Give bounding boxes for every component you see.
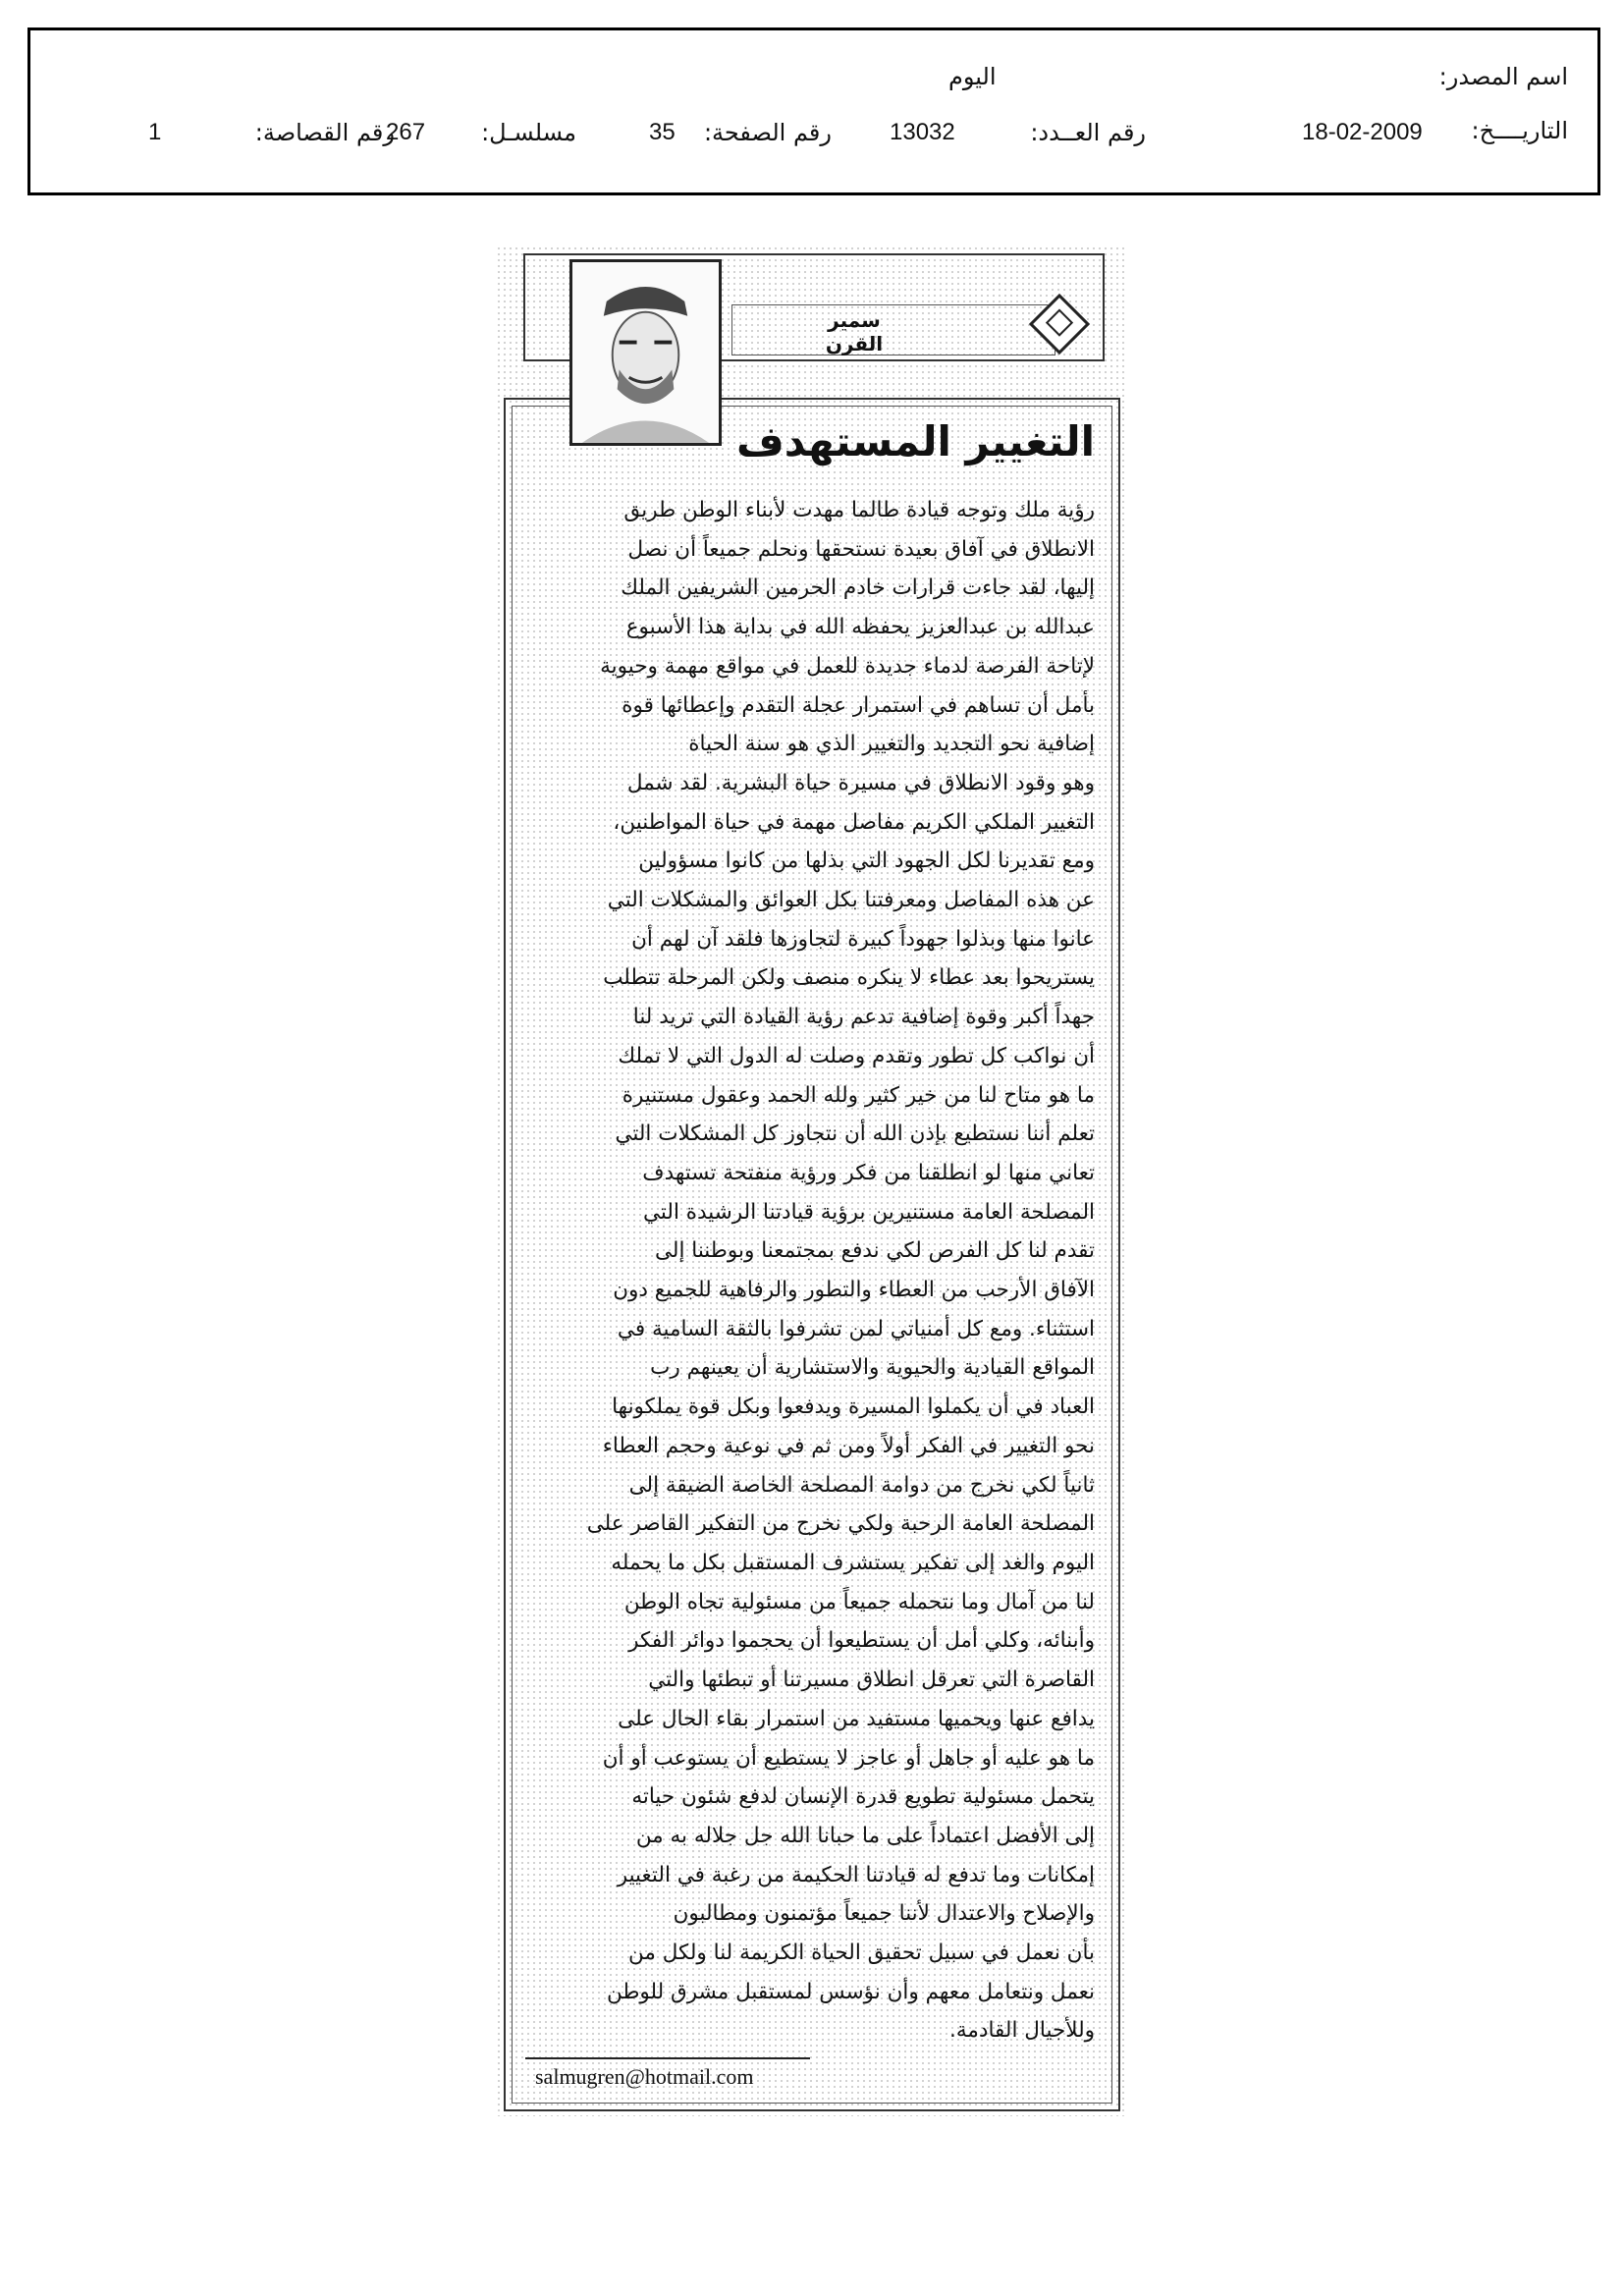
article-line: إليها، لقد جاءت قرارات خادم الحرمين الشريفين الملك [621,575,1095,601]
serial-label: مسلسـل: [481,119,576,146]
article-line: تعلم أننا نستطيع بإذن الله أن نتجاوز كل المشكلات التي [615,1121,1095,1147]
clipping-number-label: رقم القصاصة: [254,119,395,146]
article-line: إضافية نحو التجديد والتغيير الذي هو سنة الحياة [688,732,1095,757]
article-line: لإتاحة الفرصة لدماء جديدة للعمل في مواقع مهمة وحيوية [600,653,1095,679]
article-line: عبدالله بن عبدالعزيز يحفظه الله في بداية هذا الأسبوع [625,615,1095,640]
article-line: جهداً أكبر وقوة إضافية تدعم رؤية القيادة التي تريد لنا [632,1005,1095,1030]
clipping-number-value: 1 [148,119,162,145]
article-line: القاصرة التي تعرقل انطلاق مسيرتنا أو تبطئها والتي [648,1667,1095,1693]
author-email: salmugren@hotmail.com [535,2064,754,2089]
author-name: سمير القرن [825,308,884,355]
article-line: وهو وقود الانطلاق في مسيرة حياة البشرية. لقد شمل [626,770,1095,795]
article-line: تعاني منها لو انطلقنا من فكر ورؤية منفتحة تستهدف [642,1160,1095,1185]
article-line: نعمل ونتعامل معهم وأن نؤسس لمستقبل مشرق للوطن [606,1979,1095,2004]
author-portrait-icon [572,262,719,443]
article-line: يستريحوا بعد عطاء لا ينكره منصف ولكن المرحلة تتطلب [603,965,1095,991]
page-value: 35 [649,119,676,145]
article-line: يدافع عنها ويحميها مستفيد من استمرار بقاء الحال على [618,1706,1095,1731]
article-line: ومع تقديرنا لكل الجهود التي بذلها من كانوا مسؤولين [638,848,1095,874]
article-line: العباد في أن يكملوا المسيرة ويدفعوا وبكل قوة يملكونها [612,1394,1095,1420]
article-line: ثانياً لكي نخرج من دوامة المصلحة الخاصة الضيقة إلى [628,1472,1095,1498]
article-line: إمكانات وما تدفع له قيادتنا الحكيمة من رغبة في التغيير [617,1862,1095,1887]
article-line: بأن نعمل في سبيل تحقيق الحياة الكريمة لنا ولكل من [628,1941,1095,1966]
article-line: ما هو عليه أو جاهل أو عاجز لا يستطيع أن يستوعب أو أن [602,1745,1095,1771]
date-value: 18-02-2009 [1302,119,1423,145]
article-line: المصلحة العامة مستنيرين برؤية قيادتنا الرشيدة التي [642,1199,1095,1225]
issue-value: 13032 [890,119,955,145]
article-line: الانطلاق في آفاق بعيدة نستحقها ونحلم جميعاً أن نصل [627,536,1095,562]
article-line: والإصلاح والاعتدال لأننا جميعاً مؤتمنون ومطالبون [673,1901,1095,1927]
serial-value: 267 [386,119,426,145]
article-line: المصلحة العامة الرحبة ولكي نخرج من التفكير القاصر على [586,1511,1095,1537]
source-value: اليوم [948,63,997,90]
article-line: تقدم لنا كل الفرص لكي ندفع بمجتمعنا وبوطننا إلى [654,1238,1095,1264]
page-label: رقم الصفحة: [703,119,832,146]
article-line: المواقع القيادية والحيوية والاستشارية أن يعينهم رب [650,1355,1095,1381]
article-body [525,491,1095,2050]
article-line: بأمل أن تساهم في استمرار عجلة التقدم وإعطائها قوة [622,692,1095,718]
article-line: أن نواكب كل تطور وتقدم وصلت له الدول التي لا تملك [618,1043,1095,1068]
article-line: عن هذه المفاصل ومعرفتنا بكل العوائق والمشكلات التي [607,888,1095,913]
article-line: اليوم والغد إلى تفكير يستشرف المستقبل بكل ما يحمله [611,1550,1095,1575]
article-line: التغيير الملكي الكريم مفاصل مهمة في حياة المواطنين، [613,809,1095,835]
article-line: إلى الأفضل اعتماداً على ما حبانا الله جل جلاله به من [635,1823,1095,1848]
article-line: يتحمل مسئولية تطويع قدرة الإنسان لدفع شئون حياته [631,1784,1095,1810]
article-line: رؤية ملك وتوجه قيادة طالما مهدت لأبناء الوطن طريق [623,498,1095,522]
newspaper-clipping [496,246,1124,2116]
article-line: وأبنائه، وكلي أمل أن يستطيعوا أن يحجموا دوائر الفكر [628,1628,1095,1654]
date-label: التاريــــخ: [1471,117,1568,144]
article-line: وللأجيال القادمة. [949,2018,1095,2044]
article-line: نحو التغيير في الفكر أولاً ومن ثم في نوعية وحجم العطاء [602,1433,1095,1458]
article-line: استثناء. ومع كل أمنياتي لمن تشرفوا بالثقة السامية في [617,1316,1095,1341]
article-line: ما هو متاح لنا من خير كثير ولله الحمد وعقول مستنيرة [622,1082,1095,1108]
article-headline: التغيير المستهدف [735,417,1095,465]
article-line: الآفاق الأرحب من العطاء والتطور والرفاهية للجميع دون [613,1278,1095,1303]
source-label: اسم المصدر: [1438,63,1568,90]
article-line: لنا من آمال وما نتحمله جميعاً من مسئولية تجاه الوطن [623,1589,1095,1614]
email-divider [525,2057,810,2059]
issue-label: رقم العــدد: [1030,119,1146,146]
clipping-header-box [27,27,1600,195]
article-line: عانوا منها وبذلوا جهوداً كبيرة لتجاوزها فلقد آن لهم أن [631,926,1095,952]
